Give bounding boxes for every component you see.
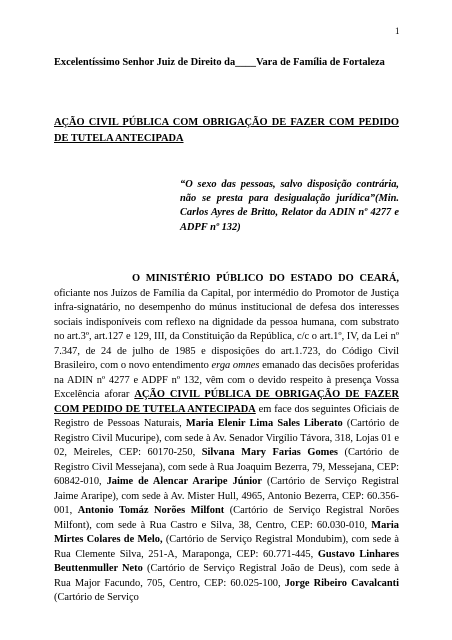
body-text: (Cartório de Serviço Registral Norões Milfont), com sede à Rua Castro e Silva, 38, Centro, CEP: 60.030-010,	[54, 505, 399, 531]
body-text: em face dos seguintes Oficiais de Registro de Pessoas Naturais,	[54, 403, 399, 429]
document-title: AÇÃO CIVIL PÚBLICA COM OBRIGAÇÃO DE FAZER COM PEDIDO DE TUTELA ANTECIPADA	[54, 117, 399, 144]
body-text: (Cartório de Registro Civil Mucuripe), com sede à Av. Senador Virgílio Távora, 318, Lojas 01 e 02, Meireles, CEP: 60170-250,	[54, 418, 400, 458]
page-number: 1	[395, 26, 400, 36]
defendant-name: Jaime de Alencar Araripe Júnior	[106, 476, 262, 487]
epigraph-quote: “O sexo das pessoas, salvo disposição contrária, não se presta para desigualação jurídica”(Min. Carlos Ayres de Britto, Relator da ADIN nº 4277 e ADPF nº 132)	[180, 179, 399, 233]
body-text: (Cartório de Serviço Registral Mondubim), com sede à Rua Clemente Silva, 251-A, Maraponga, CEP: 60.771-445,	[54, 534, 399, 560]
action-title-inline: AÇÃO CIVIL PÚBLICA DE OBRIGAÇÃO DE FAZER COM PEDIDO DE TUTELA ANTECIPADA	[54, 389, 399, 415]
body-text: (Cartório de Serviço Registral Jaime Araripe), com sede à Av. Mister Hull, 4965, Antonio Bezerra, CEP: 60.356-001,	[54, 476, 400, 516]
body-text: oficiante nos Juízos de Família da Capital, por intermédio do Promotor de Justiça infra-signatário, no desempenho do múnus institucional de defesa dos interesses sociais indisponíveis com reflexo na dignidade da pessoa humana, com substrato no art.3º, art.127 e 129, III, da Constituição da República, c/c o art.1º, IV, da Lei nº 7.347, de 24 de julho de 1985 e disposições do art.1.723, do Código Civil Brasileiro, com o novo entendimento	[54, 287, 399, 371]
body-text: (Cartório de Serviço Registral João de Deus), com sede à Rua Major Facundo, 705, Centro, CEP: 60.025-100,	[54, 563, 399, 589]
body-text: (Cartório de Registro Civil Messejana), com sede à Rua Joaquim Bezerra, 79, Messejana, CEP: 60842-010,	[54, 447, 399, 487]
latin-term: erga omnes	[211, 360, 260, 371]
body-text: (Cartório de Serviço	[54, 592, 139, 603]
defendant-name: Jorge Ribeiro Cavalcanti	[284, 577, 400, 589]
defendant-name: Silvana Mary Farias Gomes	[201, 447, 338, 458]
defendant-name: Antonio Tomáz Norões Milfont	[77, 505, 225, 516]
defendant-name: Maria Elenir Lima Sales Liberato	[185, 418, 343, 429]
defendant-name: Maria Mirtes Colares de Melo,	[54, 519, 399, 545]
body-text: emanado das decisões proferidas na ADIN nº 4277 e ADPF nº 132, vêm com o devido respeito à presença Vossa Excelência aforar	[54, 360, 399, 400]
body-paragraph	[54, 272, 399, 606]
plaintiff-name: O MINISTÉRIO PÚBLICO DO ESTADO DO CEARÁ,	[132, 273, 399, 284]
defendant-name: Gustavo Linhares Beuttenmuller Neto	[54, 548, 399, 574]
addressee-heading: Excelentíssimo Senhor Juiz de Direito da____Vara de Família de Fortaleza	[54, 57, 385, 68]
